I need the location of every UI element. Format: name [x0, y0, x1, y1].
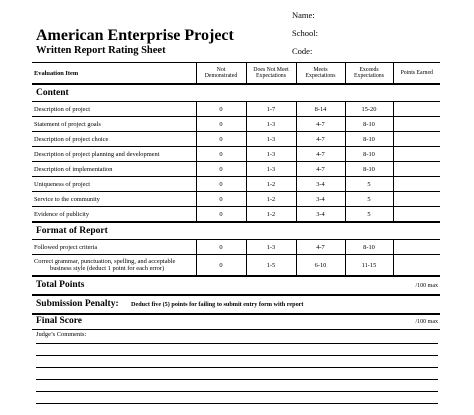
header-line: Expectations — [354, 73, 384, 79]
does-not-meet-value: 1-3 — [246, 117, 296, 132]
name-label: Name: — [292, 10, 315, 20]
not-demonstrated-value: 0 — [196, 192, 246, 207]
not-demonstrated-value: 0 — [196, 117, 246, 132]
does-not-meet-value: 1-2 — [246, 192, 296, 207]
section-title-content: Content — [32, 84, 440, 102]
meets-value: 4-7 — [296, 132, 345, 147]
row-label: Uniqueness of project — [32, 177, 196, 192]
meets-value: 3-4 — [296, 207, 345, 223]
table-row — [32, 132, 440, 147]
not-demonstrated-header — [196, 63, 246, 85]
final-score — [32, 314, 440, 330]
does-not-meet-header — [246, 63, 296, 85]
not-demonstrated-value: 0 — [196, 207, 246, 223]
table-row — [32, 147, 440, 162]
points-earned-cell[interactable] — [393, 147, 440, 162]
header-line: Not — [216, 66, 226, 73]
total-points-max: /100 max — [415, 282, 438, 289]
does-not-meet-value: 1-5 — [246, 255, 296, 277]
exceeds-value: 11-15 — [345, 255, 393, 277]
row-label: Statement of project goals — [32, 117, 196, 132]
exceeds-header — [345, 63, 393, 85]
table-row — [32, 255, 440, 277]
row-label: Description of project — [32, 102, 196, 117]
does-not-meet-value: 1-2 — [246, 207, 296, 223]
meets-value: 4-7 — [296, 117, 345, 132]
submission-penalty-row — [32, 295, 440, 314]
code-label: Code: — [292, 46, 313, 56]
meets-value: 4-7 — [296, 147, 345, 162]
row-label: Description of project choice — [32, 132, 196, 147]
row-label: Service to the community — [32, 192, 196, 207]
points-earned-cell[interactable] — [393, 207, 440, 223]
points-earned-cell[interactable] — [393, 192, 440, 207]
exceeds-value: 8-10 — [345, 162, 393, 177]
row-label-line: Correct grammar, punctuation, spelling, and acceptable — [34, 258, 176, 265]
exceeds-value: 15-20 — [345, 102, 393, 117]
section-title-format: Format of Report — [32, 222, 440, 240]
comment-line[interactable] — [36, 355, 438, 356]
comment-line[interactable] — [36, 367, 438, 368]
does-not-meet-value: 1-3 — [246, 240, 296, 255]
row-label: Evidence of publicity — [32, 207, 196, 223]
submission-penalty — [32, 295, 440, 314]
points-earned-cell[interactable] — [393, 240, 440, 255]
does-not-meet-value: 1-3 — [246, 162, 296, 177]
exceeds-value: 5 — [345, 207, 393, 223]
meets-value: 3-4 — [296, 177, 345, 192]
meets-value: 4-7 — [296, 162, 345, 177]
points-earned-cell[interactable] — [393, 117, 440, 132]
not-demonstrated-value: 0 — [196, 240, 246, 255]
header-line: Expectations — [256, 73, 286, 79]
comment-line[interactable] — [36, 403, 438, 404]
rating-table — [32, 62, 440, 339]
meets-value: 8-14 — [296, 102, 345, 117]
meets-header — [296, 63, 345, 85]
table-row — [32, 207, 440, 223]
exceeds-value: 8-10 — [345, 132, 393, 147]
does-not-meet-value: 1-3 — [246, 132, 296, 147]
row-label — [32, 255, 196, 277]
final-score-row — [32, 314, 440, 330]
row-label: Description of implementation — [32, 162, 196, 177]
not-demonstrated-value: 0 — [196, 177, 246, 192]
submission-penalty-label: Submission Penalty: — [36, 299, 119, 309]
row-label: Followed project criteria — [32, 240, 196, 255]
row-label-line: business style (deduct 1 point for each error) — [50, 265, 165, 272]
final-score-label: Final Score — [36, 316, 83, 326]
not-demonstrated-value: 0 — [196, 255, 246, 277]
comment-line[interactable] — [36, 379, 438, 380]
not-demonstrated-value: 0 — [196, 147, 246, 162]
points-earned-cell[interactable] — [393, 102, 440, 117]
points-earned-cell[interactable] — [393, 132, 440, 147]
not-demonstrated-value: 0 — [196, 162, 246, 177]
exceeds-value: 8-10 — [345, 117, 393, 132]
final-score-max: /100 max — [415, 319, 438, 325]
table-row — [32, 162, 440, 177]
not-demonstrated-value: 0 — [196, 132, 246, 147]
meets-value: 3-4 — [296, 192, 345, 207]
comment-line[interactable] — [36, 391, 438, 392]
total-points-row — [32, 276, 440, 295]
evaluation-item-header: Evaluation Item — [32, 63, 196, 85]
document-subtitle: Written Report Rating Sheet — [36, 45, 166, 56]
header-line: Expectations — [305, 73, 336, 79]
table-row — [32, 192, 440, 207]
header-line: Does Not Meet — [253, 66, 289, 73]
does-not-meet-value: 1-7 — [246, 102, 296, 117]
school-label: School: — [292, 28, 318, 38]
comment-line[interactable] — [36, 343, 438, 344]
points-earned-header: Points Earned — [393, 63, 440, 85]
table-row — [32, 177, 440, 192]
exceeds-value: 8-10 — [345, 147, 393, 162]
table-row — [32, 117, 440, 132]
meets-value: 6-10 — [296, 255, 345, 277]
row-label: Description of project planning and development — [32, 147, 196, 162]
table-row — [32, 102, 440, 117]
header-line: Exceeds — [359, 66, 379, 73]
table-header-row — [32, 63, 440, 85]
table-row — [32, 240, 440, 255]
total-points — [32, 276, 440, 295]
total-points-label: Total Points — [36, 279, 85, 290]
points-earned-cell[interactable] — [393, 255, 440, 277]
exceeds-value: 5 — [345, 177, 393, 192]
does-not-meet-value: 1-3 — [246, 147, 296, 162]
judges-comments-label: Judge’s Comments: — [32, 330, 440, 340]
submission-penalty-note: Deduct five (5) points for failing to submit entry form with report — [131, 301, 304, 308]
points-earned-cell[interactable] — [393, 162, 440, 177]
not-demonstrated-value: 0 — [196, 102, 246, 117]
exceeds-value: 5 — [345, 192, 393, 207]
header-line: Meets — [313, 66, 328, 73]
exceeds-value: 8-10 — [345, 240, 393, 255]
meets-value: 4-7 — [296, 240, 345, 255]
header-line: Demonstrated — [204, 73, 238, 79]
does-not-meet-value: 1-2 — [246, 177, 296, 192]
points-earned-cell[interactable] — [393, 177, 440, 192]
document-title: American Enterprise Project — [36, 27, 234, 44]
